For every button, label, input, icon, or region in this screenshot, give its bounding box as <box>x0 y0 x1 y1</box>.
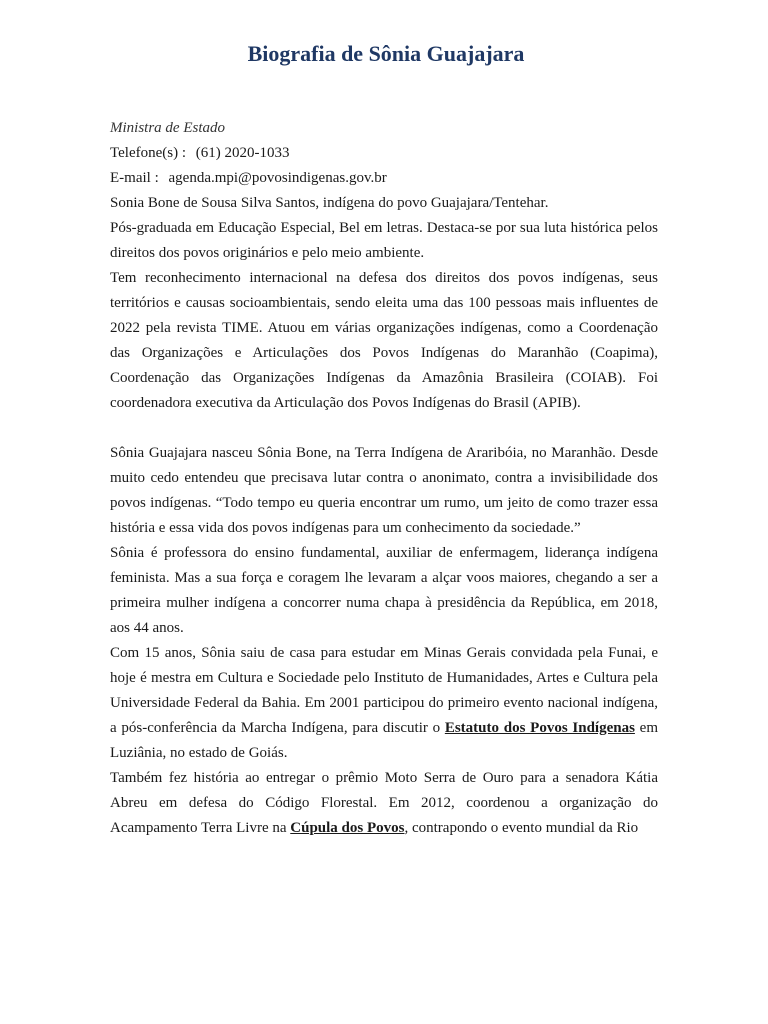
history-text-after-link: , contrapondo o evento mundial da Rio <box>404 820 639 836</box>
phone-label: Telefone(s) : <box>110 145 186 161</box>
youth-paragraph <box>110 641 658 766</box>
email-label: E-mail : <box>110 170 159 186</box>
history-paragraph <box>110 766 658 841</box>
role-line: Ministra de Estado <box>110 120 225 136</box>
youth-text-before-link: Com 15 anos, Sônia saiu de casa para estudar em Minas Gerais convidada pela Funai, e hoje é mestra em Cultura e Sociedade pelo Instituto de Humanidades, Artes e Cultura pela Universidade Federal da Bahia. Em 2001 participou do primeiro evento nacional indígena, a pós-conferência da Marcha Indígena, para discutir o <box>110 645 658 736</box>
recognition-paragraph: Tem reconhecimento internacional na defesa dos direitos dos povos indígenas, seus territórios e causas socioambientais, sendo eleita uma das 100 pessoas mais influentes de 2022 pela revista TIME. Atuou em várias organizações indígenas, como a Coordenação das Organizações e Articulações dos Povos Indígenas do Maranhão (Coapima), Coordenação das Organizações Indígenas da Amazônia Brasileira (COIAB). Foi coordenadora executiva da Articulação dos Povos Indígenas do Brasil (APIB). <box>110 270 658 411</box>
estatuto-link[interactable]: Estatuto dos Povos Indígenas <box>444 720 635 736</box>
professor-paragraph: Sônia é professora do ensino fundamental, auxiliar de enfermagem, liderança indígena feminista. Mas a sua força e coragem lhe levaram a alçar voos maiores, chegando a ser a primeira mulher indígena a concorrer numa chapa à presidência da República, em 2018, aos 44 anos. <box>110 545 658 636</box>
paragraph-spacer <box>110 416 658 441</box>
youth-text-after-link: em Luziânia, no estado de Goiás. <box>110 720 658 761</box>
phone-value: (61) 2020-1033 <box>195 145 290 161</box>
history-text-before-link: Também fez história ao entregar o prêmio Moto Serra de Ouro para a senadora Kátia Abreu em defesa do Código Florestal. Em 2012, coordenou a organização do Acampamento Terra Livre na <box>110 770 658 836</box>
document-body <box>110 116 658 841</box>
birth-paragraph: Sônia Guajajara nasceu Sônia Bone, na Terra Indígena de Araribóia, no Maranhão. Desde muito cedo entendeu que precisava lutar contra o anonimato, contra a invisibilidade dos povos indígenas. “Todo tempo eu queria encontrar um rumo, um jeito de como trazer essa história e essa vida dos povos indígenas para um conhecimento da sociedade.” <box>110 445 658 536</box>
education-paragraph: Pós-graduada em Educação Especial, Bel em letras. Destaca-se por sua luta histórica pelos direitos dos povos originários e pelo meio ambiente. <box>110 220 658 261</box>
email-value: agenda.mpi@povosindigenas.gov.br <box>168 170 387 186</box>
document-title: Biografia de Sônia Guajajara <box>247 41 525 66</box>
name-paragraph: Sonia Bone de Sousa Silva Santos, indígena do povo Guajajara/Tentehar. <box>110 195 549 211</box>
email-line <box>110 166 658 191</box>
phone-line <box>110 141 658 166</box>
cupula-link[interactable]: Cúpula dos Povos <box>290 820 405 836</box>
